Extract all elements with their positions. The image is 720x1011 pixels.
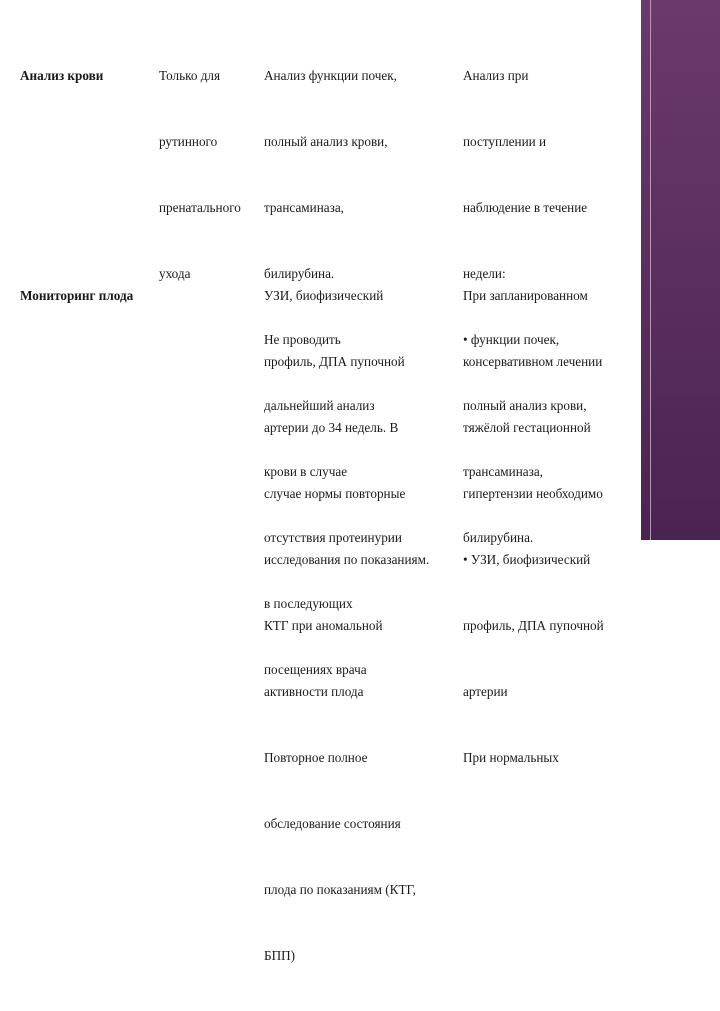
cell-line: УЗИ, биофизический [264,288,384,303]
cell-line: крови в случае [264,464,348,479]
cell-line: • функции почек, [463,332,560,347]
cell-line: пренатального [159,200,241,215]
cell-line: случае нормы повторные [264,486,406,501]
cell-line: трансаминаза, [463,464,543,479]
cell-line: артерии до 34 недель. В [264,420,399,435]
cell-line: профиль, ДПА пупочной [463,618,604,633]
cell-line: тяжёлой гестационной [463,420,591,435]
cell-line: трансаминаза, [264,200,344,215]
decorative-side-panel [641,0,720,540]
cell-line: полный анализ крови, [463,398,587,413]
cell-line: полный анализ крови, [264,134,388,149]
cell-line: наблюдение в течение [463,200,588,215]
cell-line: поступлении и [463,134,547,149]
cell-line: гипертензии необходимо [463,486,603,501]
cell-line: отсутствия протеинурии [264,530,402,545]
cell-line: недели: [463,266,506,281]
cell-line: КТГ при аномальной [264,618,383,633]
row2-outpatient-cell [264,241,429,1011]
cell-line: При нормальных [463,750,559,765]
cell-line: посещениях врача [264,662,367,677]
cell-line: активности плода [264,684,364,699]
row-label-blood-test: Анализ крови [20,68,104,83]
cell-line: Повторное полное [264,750,368,765]
cell-line: консервативном лечении [463,354,603,369]
cell-line: рутинного [159,134,218,149]
cell-line: дальнейший анализ [264,398,375,413]
row2-inpatient-cell [463,241,604,813]
cell-line: При запланированном [463,288,588,303]
decorative-side-line [650,0,651,540]
cell-line: Анализ функции почек, [264,68,397,83]
row-label-fetal-monitoring: Мониторинг плода [20,288,134,303]
cell-line: Не проводить [264,332,341,347]
cell-line: в последующих [264,596,353,611]
cell-line: плода по показаниям (КТГ, [264,882,416,897]
cell-line: Только для [159,68,221,83]
row1-indication-cell [159,21,241,329]
cell-line: ухода [159,266,191,281]
cell-line: артерии [463,684,508,699]
cell-line: БПП) [264,948,296,963]
cell-line: билирубина. [463,530,534,545]
cell-line: Анализ при [463,68,529,83]
cell-line: обследование состояния [264,816,401,831]
cell-line: профиль, ДПА пупочной [264,354,405,369]
cell-line: • УЗИ, биофизический [463,552,591,567]
cell-line: билирубина. [264,266,335,281]
cell-line: исследования по показаниям. [264,552,430,567]
